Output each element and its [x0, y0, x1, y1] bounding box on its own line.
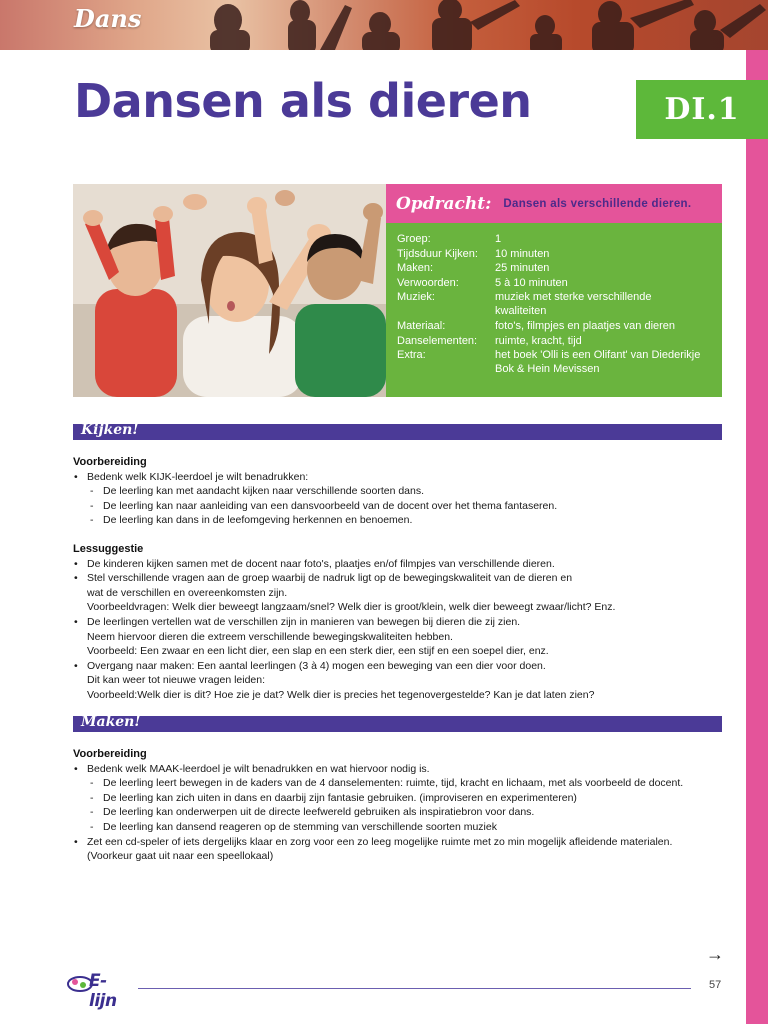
kijken-content	[73, 455, 713, 703]
continuation-line: Voorbeeld: Een zwaar en een licht dier, een slap en een sterk dier, een stijf en een soepel dier, enz.	[87, 645, 549, 658]
detail-key: Danselementen:	[397, 334, 478, 347]
dash-item: - De leerling kan met aandacht kijken naar verschillende soorten dans.	[73, 484, 713, 499]
section-bar-label: Maken!	[81, 714, 141, 730]
bullet-item: • De kinderen kijken samen met de docent naar foto's, plaatjes en/of filmpjes van verschillende dieren.	[73, 557, 713, 572]
detail-value: 10 minuten	[495, 247, 550, 260]
continuation-line: Dit kan weer tot nieuwe vragen leiden:	[87, 674, 266, 687]
detail-key: Maken:	[397, 262, 434, 274]
detail-key: Extra:	[397, 349, 426, 361]
dash-item: - De leerling kan onderwerpen uit de directe leefwereld gebruiken als inspiratiebron voor dans.	[73, 805, 713, 820]
dash-item: - De leerling kan naar aanleiding van een dansvoorbeeld van de docent over het thema fantaseren.	[73, 499, 713, 514]
detail-value: foto's, filmpjes en plaatjes van dieren	[495, 320, 676, 332]
detail-key: Materiaal:	[397, 320, 446, 332]
detail-value: het boek 'Olli is een Olifant' van Diederikje Bok & Hein Mevissen	[495, 349, 701, 375]
page-title: Dansen als dieren	[74, 74, 532, 128]
bullet-item: • Bedenk welk KIJK-leerdoel je wilt benadrukken:	[73, 470, 713, 485]
section-bar-kijken	[73, 424, 722, 440]
continuation-line: wat de verschillen en overeenkomsten zijn.	[87, 586, 288, 599]
section-bar-maken	[73, 716, 722, 732]
detail-key: Verwoorden:	[397, 276, 459, 289]
dash-item: - De leerling kan dans in de leefomgeving herkennen en benoemen.	[73, 513, 713, 528]
next-page-arrow-icon[interactable]: →	[706, 944, 724, 964]
continuation-line: Neem hiervoor dieren die extreem verschillende bewegingskwaliteiten hebben.	[87, 630, 453, 643]
dash-item: - De leerling kan dansend reageren op de stemming van verschillende soorten muziek	[73, 820, 713, 835]
detail-value: ruimte, kracht, tijd	[495, 334, 582, 347]
children-dancing-photo	[73, 184, 386, 397]
detail-value: 1	[495, 233, 502, 245]
detail-value: 5 à 10 minuten	[495, 276, 568, 289]
section-tag: Dans	[74, 4, 142, 33]
detail-key: Tijdsduur Kijken:	[397, 247, 478, 260]
bullet-item: • De leerlingen vertellen wat de verschillen zijn in manieren van bewegen bij dieren die zij zien.	[73, 615, 713, 630]
header-banner	[0, 0, 768, 50]
maken-content	[73, 747, 713, 864]
assignment-label: Opdracht:	[396, 193, 492, 214]
subheading: Lessuggestie	[73, 542, 144, 555]
bullet-item: • Zet een cd-speler of iets dergelijks klaar en zorg voor een zo leeg mogelijke ruimte met zo min mogelijk afleidende materialen. (Voorkeur gaat uit naar een speellokaal)	[73, 835, 713, 864]
e-lijn-logo	[67, 969, 133, 1011]
bullet-item: • Bedenk welk MAAK-leerdoel je wilt benadrukken en wat hiervoor nodig is.	[73, 762, 713, 777]
continuation-line: Voorbeeldvragen: Welk dier beweegt langzaam/snel? Welk dier is groot/klein, welk dier beweegt zwaar/licht? Enz.	[87, 601, 616, 614]
detail-key: Groep:	[397, 233, 431, 245]
page-side-rail	[746, 50, 768, 1024]
subheading: Voorbereiding	[73, 748, 147, 760]
detail-value: 25 minuten	[495, 262, 550, 274]
assignment-header	[386, 184, 722, 223]
detail-value: muziek met sterke verschillende kwaliteiten	[495, 291, 652, 317]
bullet-item: • Stel verschillende vragen aan de groep waarbij de nadruk ligt op de bewegingskwaliteit van de dieren en	[73, 571, 713, 586]
dash-item: - De leerling leert bewegen in de kaders van de 4 danselementen: ruimte, tijd, kracht en lichaam, met als voorbeeld de docent.	[73, 776, 713, 791]
assignment-task: Dansen als verschillende dieren.	[503, 197, 692, 210]
logo-text: E-lijn	[89, 971, 117, 1011]
section-bar-label: Kijken!	[81, 422, 139, 438]
detail-key: Muziek:	[397, 291, 435, 303]
lesson-code-badge: DI.1	[636, 80, 768, 139]
continuation-line: Voorbeeld:Welk dier is dit? Hoe zie je dat? Welk dier is precies het tegenovergestelde? Kan je dat laten zien?	[87, 688, 595, 701]
subheading: Voorbereiding	[73, 456, 147, 468]
bullet-item: • Overgang naar maken: Een aantal leerlingen (3 à 4) mogen een beweging van een dier voor doen.	[73, 659, 713, 674]
assignment-details	[386, 223, 722, 397]
page-number: 57	[709, 979, 722, 991]
dash-item: - De leerling kan zich uiten in dans en daarbij zijn fantasie gebruiken. (improviseren en experimenteren)	[73, 791, 713, 806]
footer-divider	[138, 988, 691, 989]
